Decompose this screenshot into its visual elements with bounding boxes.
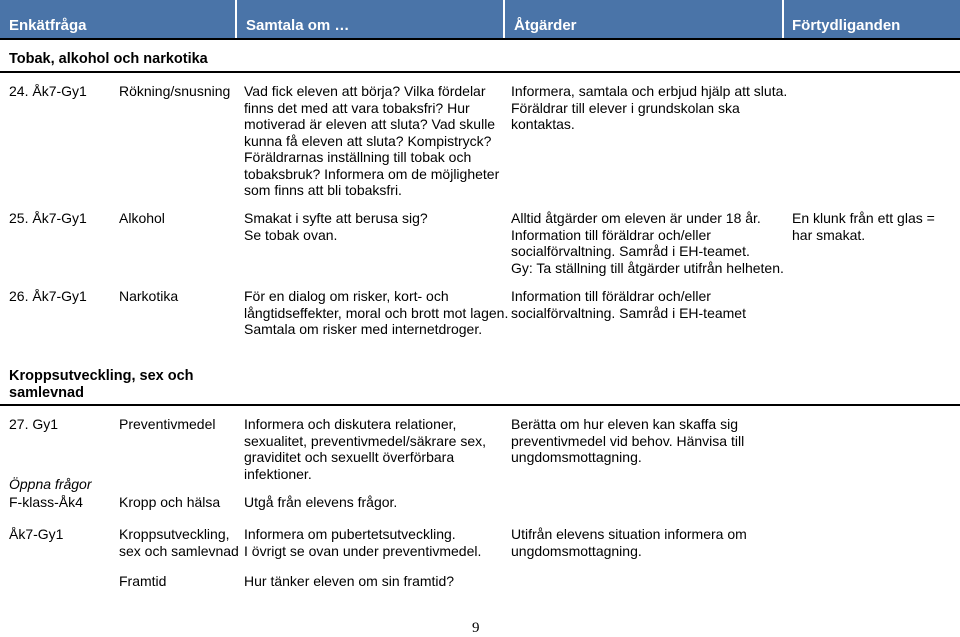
open-questions-label: Öppna frågor [9,476,92,492]
row25-id: 25. Åk7-Gy1 [9,210,87,226]
grade-ak7-gy1: Åk7-Gy1 [9,526,64,542]
row27-topic: Preventivmedel [119,416,216,432]
row26-talk: För en dialog om risker, kort- och långtidseffekter, moral och brott mot lagen. Samtala om risker med internetdroger. [244,288,509,337]
row25-note: En klunk från ett glas = har smakat. [792,210,935,243]
talk-pubertet: Informera om pubertetsutveckling. I övrigt se ovan under preventivmedel. [244,526,482,559]
talk-framtid: Hur tänker eleven om sin framtid? [244,573,455,589]
row24-id: 24. Åk7-Gy1 [9,83,87,99]
row27-talk: Informera och diskutera relationer, sexualitet, preventivmedel/säkrare sex, graviditet och sexuellt överförbara infektioner. [244,416,486,482]
section-title-kropp: Kroppsutveckling, sex och samlevnad [9,368,194,401]
row26-id: 26. Åk7-Gy1 [9,288,87,304]
header-rule [0,38,960,40]
header-enkatfraga: Enkätfråga [0,0,235,38]
action-ungdomsmottagning: Utifrån elevens situation informera om ungdomsmottagning. [511,526,747,559]
topic-framtid: Framtid [119,573,167,589]
talk-f4: Utgå från elevens frågor. [244,494,398,510]
row24-topic: Rökning/snusning [119,83,231,99]
row25-topic: Alkohol [119,210,165,226]
page-number: 9 [472,620,480,636]
row25-talk: Smakat i syfte att berusa sig? Se tobak ovan. [244,210,428,243]
row26-action: Information till föräldrar och/eller socialförvaltning. Samråd i EH-teamet [511,288,746,321]
topic-kropp-och-halsa: Kropp och hälsa [119,494,221,510]
section-rule-1 [0,71,960,73]
row27-action: Berätta om hur eleven kan skaffa sig preventivmedel vid behov. Hänvisa till ungdomsmottagning. [511,416,745,465]
topic-kroppsutveckling: Kroppsutveckling, sex och samlevnad [119,526,239,559]
row24-talk: Vad fick eleven att börja? Vilka fördelar finns det med att vara tobaksfri? Hur motiverad är eleven att sluta? Vad skulle kunna få eleven att sluta? Kompistryck? Föräldrarnas inställning till tobak och tobaksbruk? Informera om de möjligheter som finns att bli tobaksfri. [244,83,500,198]
section-rule-2 [0,404,960,406]
header-samtala-om: Samtala om … [237,0,503,38]
row27-id: 27. Gy1 [9,416,59,432]
row26-topic: Narkotika [119,288,179,304]
row25-action: Alltid åtgärder om eleven är under 18 år. Information till föräldrar och/eller socialförvaltning. Samråd i EH-teamet. Gy: Ta ställning till åtgärder utifrån helheten. [511,210,784,276]
grade-f4: F-klass-Åk4 [9,494,83,510]
header-fortydliganden: Förtydliganden [784,0,960,38]
row24-action: Informera, samtala och erbjud hjälp att sluta. Föräldrar till elever i grundskolan ska kontaktas. [511,83,788,132]
header-atgarder: Åtgärder [505,0,782,38]
section-title-tobak: Tobak, alkohol och narkotika [9,51,208,67]
